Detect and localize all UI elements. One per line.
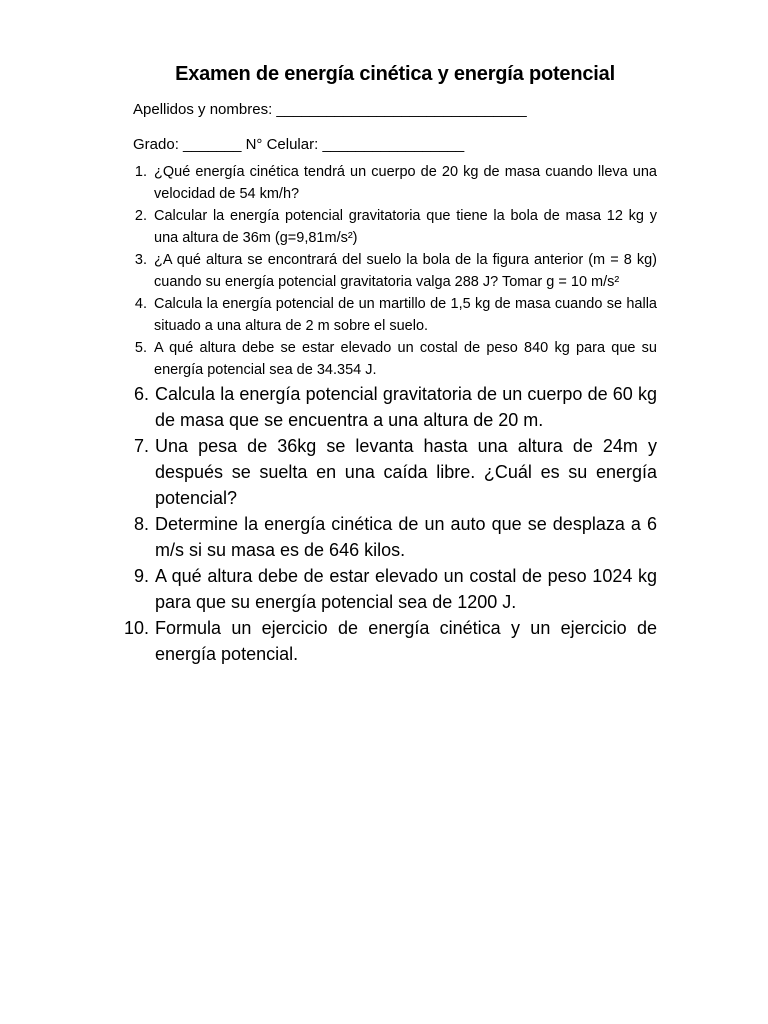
question-item	[0, 615, 768, 667]
question-text: Calcular la energía potencial gravitatoria que tiene la bola de masa 12 kg y una altura de 36m (g=9,81m/s²)	[154, 208, 657, 246]
question-item	[0, 563, 768, 615]
question-text: Formula un ejercicio de energía cinética y un ejercicio de energía potencial.	[155, 618, 657, 664]
question-item	[0, 433, 768, 511]
question-number: 2.	[134, 208, 147, 224]
question-text: Calcula la energía potencial gravitatoria de un cuerpo de 60 kg de masa que se encuentra a una altura de 20 m.	[155, 384, 657, 430]
question-number: 4.	[134, 296, 147, 312]
question-number: 10.	[123, 618, 149, 638]
question-item	[0, 337, 768, 381]
question-list	[0, 161, 768, 667]
question-text: Calcula la energía potencial de un martillo de 1,5 kg de masa cuando se halla situado a una altura de 2 m sobre el suelo.	[154, 296, 657, 334]
question-text: ¿Qué energía cinética tendrá un cuerpo de 20 kg de masa cuando lleva una velocidad de 54 km/h?	[154, 164, 657, 202]
question-number: 1.	[134, 164, 147, 180]
question-item	[0, 511, 768, 563]
name-field: Apellidos y nombres: ______________________________	[133, 101, 527, 118]
question-number: 8.	[133, 514, 149, 534]
question-text: Una pesa de 36kg se levanta hasta una altura de 24m y después se suelta en una caída libre. ¿Cuál es su energía potencial?	[155, 436, 657, 508]
question-number: 9.	[133, 566, 149, 586]
question-item	[0, 249, 768, 293]
question-number: 3.	[134, 252, 147, 268]
document-title: Examen de energía cinética y energía potencial	[175, 63, 615, 85]
question-text: Determine la energía cinética de un auto que se desplaza a 6 m/s si su masa es de 646 kilos.	[155, 514, 657, 560]
question-item	[0, 293, 768, 337]
question-item	[0, 381, 768, 433]
question-number: 5.	[134, 340, 147, 356]
grade-phone-field: Grado: _______ N° Celular: _________________	[133, 136, 465, 153]
question-number: 6.	[133, 384, 149, 404]
question-item	[0, 205, 768, 249]
question-item	[0, 161, 768, 205]
question-text: ¿A qué altura se encontrará del suelo la bola de la figura anterior (m = 8 kg) cuando su energía potencial gravitatoria valga 288 J? Tomar g = 10 m/s²	[154, 252, 657, 290]
question-text: A qué altura debe se estar elevado un costal de peso 840 kg para que su energía potencial sea de 34.354 J.	[154, 340, 657, 378]
question-text: A qué altura debe de estar elevado un costal de peso 1024 kg para que su energía potencial sea de 1200 J.	[155, 566, 657, 612]
question-number: 7.	[133, 436, 149, 456]
